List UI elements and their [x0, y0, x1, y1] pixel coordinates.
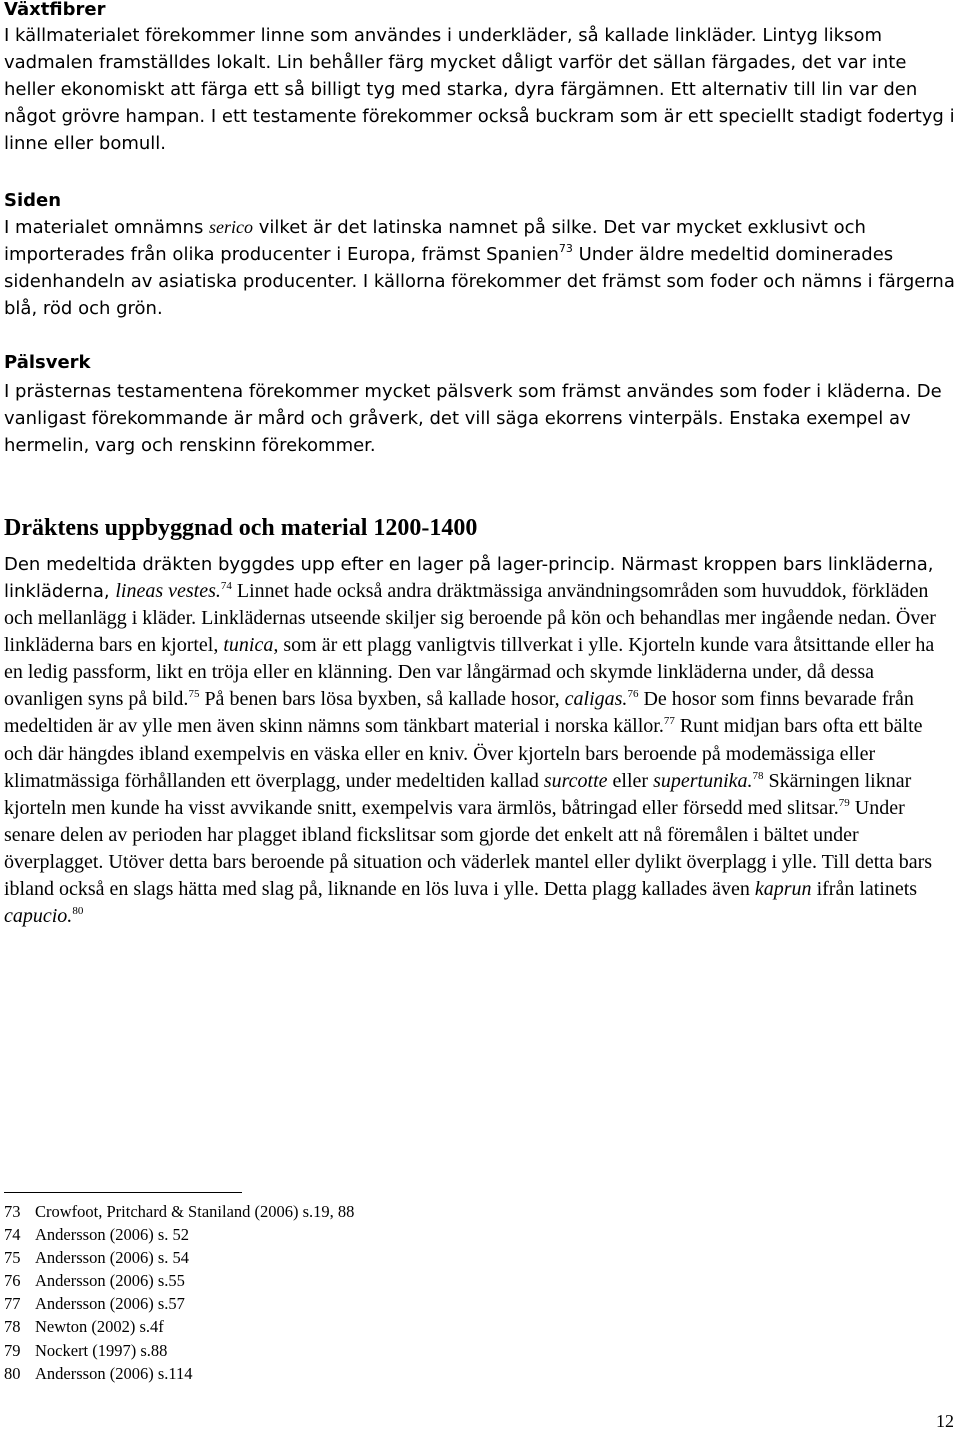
paragraph-siden: I materialet omnämns serico vilket är det latinska namnet på silke. Det var mycket exklusivt och importerades från olika producenter i Europa, främst Spanien$^{73}$ Under äldre medeltid dominerades sidenhandeln av asiatiska producenter. I källorna förekommer det främst som foder och nämns i färgerna blå, röd och grön. [4, 217, 955, 319]
term-surcotte: surcotte [543, 769, 608, 792]
footnote-text: Andersson (2006) s.57 [35, 1294, 185, 1314]
term-kaprun: kaprun [754, 878, 812, 901]
footnote-text: Andersson (2006) s. 54 [35, 1248, 189, 1268]
footnote-text: Newton (2002) s.4f [35, 1317, 164, 1337]
footnote-number: 80 [4, 1363, 21, 1383]
footnote-74 [4, 1223, 354, 1246]
footnote-ref-78: 78 [752, 769, 764, 782]
term-serico: serico [209, 217, 254, 237]
footnote-text: Crowfoot, Pritchard & Staniland (2006) s.19, 88 [35, 1202, 355, 1221]
term-lineas-vestes: lineas vestes. [115, 580, 221, 602]
term-capucio: capucio. [4, 905, 73, 928]
footnote-76 [4, 1269, 354, 1292]
term-caligas: caligas. [564, 688, 628, 711]
chapter-heading: Dräktens uppbyggnad och material 1200-1400 [4, 515, 478, 541]
footnote-ref-75: 75 [188, 688, 200, 701]
footnote-79 [4, 1339, 354, 1362]
footnote-number: 78 [4, 1317, 21, 1337]
footnote-80 [4, 1362, 354, 1385]
section-heading-palsverk: Pälsverk [4, 352, 91, 373]
footnote-78 [4, 1315, 354, 1338]
footnote-ref-79: 79 [838, 796, 850, 809]
page-number: 12 [936, 1411, 954, 1431]
paragraph-palsverk: I prästernas testamentena förekommer mycket pälsverk som främst användes som foder i kläderna. De vanligast förekommande är mård och gråverk, det vill säga ekorrens vinterpäls. Enstaka exempel av hermelin, varg och renskinn förekommer. [4, 381, 942, 456]
footnote-75 [4, 1246, 354, 1269]
section-heading-siden: Siden [4, 190, 62, 211]
footnote-ref-77: 77 [663, 715, 675, 728]
footnote-ref-73: 73 [558, 242, 573, 255]
paragraph-draktens-intro: Den medeltida dräkten byggdes upp efter en lager på lager-princip. Närmast kroppen bars linkläderna, [4, 554, 934, 575]
footnote-number: 75 [4, 1248, 21, 1268]
footnote-number: 73 [4, 1202, 21, 1221]
footnote-73 [4, 1200, 354, 1223]
paragraph-vaxtfibrer: I källmaterialet förekommer linne som användes i underkläder, så kallade linkläder. Lintyg liksom vadmalen framställdes lokalt. Lin behåller färg mycket dåligt varför det sällan färgades, det var inte heller ekonomiskt att färga ett så billigt tyg med starka, dyra färgämnen. Ett alternativ till lin var den något grövre hampan. I ett testamente förekommer också buckram som är ett speciellt stadigt fodertyg i linne eller bomull. [4, 25, 955, 154]
paragraph-draktens: linkläderna, lineas vestes.$^{74}$ Linnet hade också andra dräktmässiga användningsområden som huvuddok, förkläden och mellanlägg i kläder. Linklädernas utseende skiljer sig beroende på kön och behandlas mer ingående nedan. Över linkläderna bars en kjortel, tunica, som är ett plagg vanligtvis tillverkat i ylle. Kjorteln kunde vara åtsittande eller ha en ledig passform, likt en tröja eller en klänning. Den var långärmad och skymde linkläderna under, då dessa ovanligen syns på bild.$^{75}$ På benen bars lösa byxben, så kallade hosor, caligas.$^{76}$ De hosor som finns bevarade från medeltiden är av ylle men även skinn nämns som tänkbart material i norska källor.$^{77}$ Runt midjan bars ofta ett bälte och där hängdes ibland exempelvis en väska eller en kniv. Över kjorteln bars beroende på modemässiga eller klimatmässiga förhållanden ett överplagg, under medeltiden kallad surcotte eller supertunika.$^{78}$ Skärningen liknar kjorteln men kunde ha visst avvikande snitt, exempelvis vara ärmlös, båtringad eller försedd med slitsar.$^{79}$ Under senare delen av perioden har plagget ibland fickslitsar som gjorde det enkelt att nå föremålen i bältet under överplagget. Utöver detta bars beroende på situation och väderlek mantel eller dylikt överplagg i ylle. Till detta bars ibland också en slags hätta med slag på, liknande en lös luva i ylle. Detta plagg kallades även kaprun ifrån latinets capucio.$^{80}$ [4, 580, 936, 928]
footnote-ref-80: 80 [72, 905, 84, 918]
footnote-ref-76: 76 [627, 688, 639, 701]
section-heading-vaxtfibrer: Växtfibrer [4, 0, 106, 20]
footnote-text: Andersson (2006) s.114 [35, 1363, 193, 1383]
footnote-77 [4, 1292, 354, 1315]
footnote-ref-74: 74 [220, 580, 232, 592]
footnote-number: 74 [4, 1225, 21, 1245]
footnote-text: Nockert (1997) s.88 [35, 1340, 168, 1360]
footnote-number: 77 [4, 1294, 21, 1314]
footnote-list [4, 1200, 354, 1385]
term-tunica: tunica, [223, 634, 279, 657]
footnote-text: Andersson (2006) s. 52 [35, 1225, 189, 1245]
footnote-number: 79 [4, 1340, 21, 1360]
footnote-separator [4, 1192, 242, 1193]
term-supertunika: supertunika. [653, 769, 753, 792]
footnote-text: Andersson (2006) s.55 [35, 1271, 185, 1291]
footnote-number: 76 [4, 1271, 21, 1291]
